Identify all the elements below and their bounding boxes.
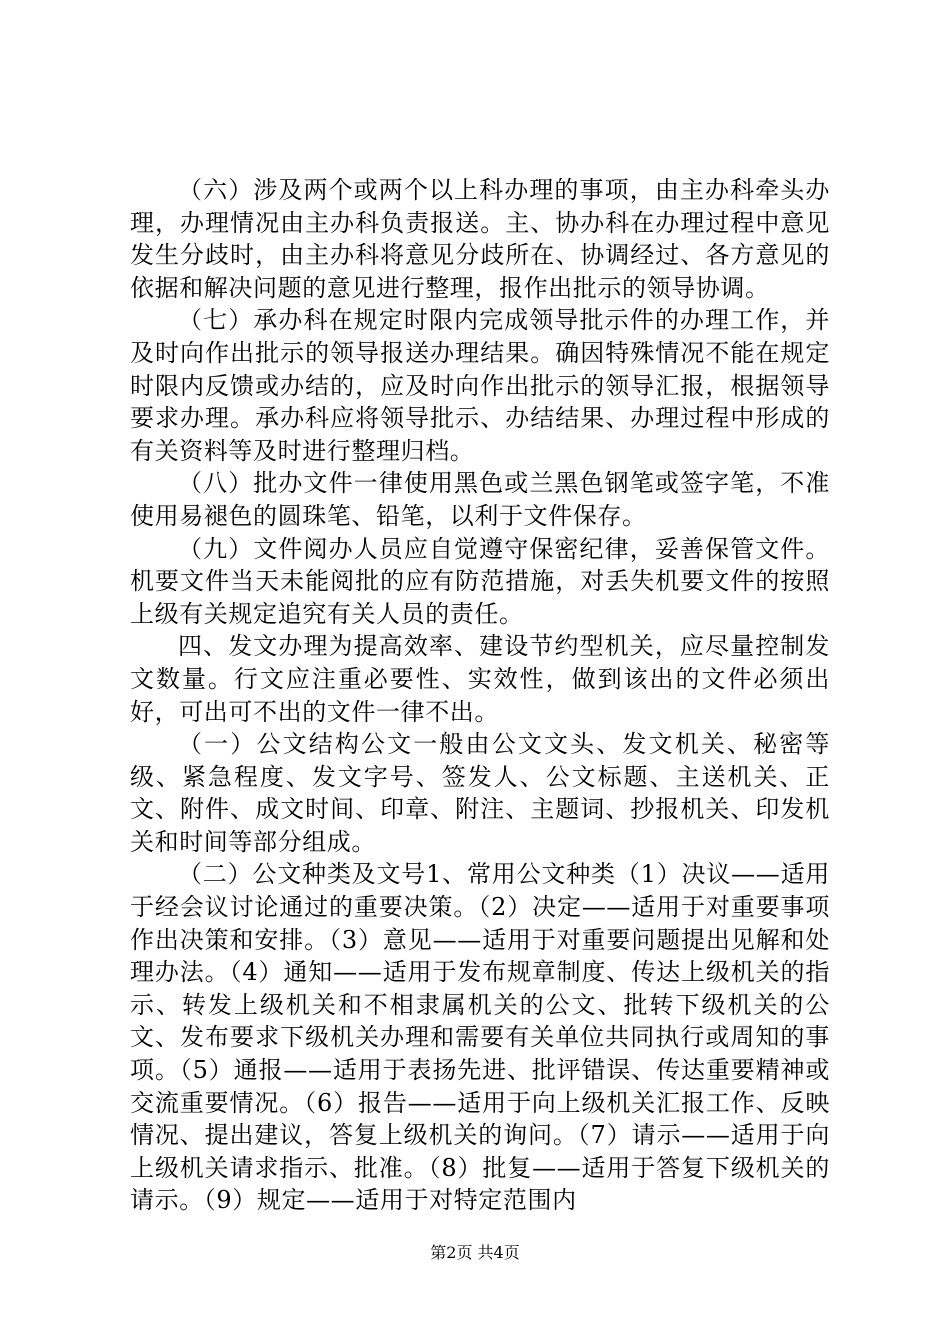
section-4-heading-paragraph: 四、发文办理为提高效率、建设节约型机关，应尽量控制发文数量。行文应注重必要性、实效性，做到该出的文件必须出好，可出可不出的文件一律不出。: [130, 632, 830, 726]
paragraph-types: （二）公文种类及文号1、常用公文种类（1）决议——适用于经会议讨论通过的重要决策。（2）决定——适用于对重要事项作出决策和安排。（3）意见——适用于对重要问题提出见解和处理办法。（4）通知——适用于发布规章制度、传达上级机关的指示、转发上级机关和不相隶属机关的公文、批转下级机关的公文、发布要求下级机关办理和需要有关单位共同执行或周知的事项。（5）通报——适用于表扬先进、批评错误、传达重要精神或交流重要情况。（6）报告——适用于向上级机关汇报工作、反映情况、提出建议，答复上级机关的询问。（7）请示——适用于向上级机关请求指示、批准。（8）批复——适用于答复下级机关的请示。（9）规定——适用于对特定范围内: [130, 860, 830, 1215]
document-body: [130, 174, 830, 1217]
paragraph-structure: （一）公文结构公文一般由公文文头、发文机关、秘密等级、紧急程度、发文字号、签发人、公文标题、主送机关、正文、附件、成文时间、印章、附注、主题词、抄报机关、印发机关和时间等部分组成。: [130, 730, 830, 856]
paragraph-9: （九）文件阅办人员应自觉遵守保密纪律，妥善保管文件。机要文件当天未能阅批的应有防范措施，对丢失机要文件的按照上级有关规定追究有关人员的责任。: [130, 534, 830, 628]
paragraph-6: （六）涉及两个或两个以上科办理的事项，由主办科牵头办理，办理情况由主办科负责报送。主、协办科在办理过程中意见发生分歧时，由主办科将意见分歧所在、协调经过、各方意见的依据和解决问题的意见进行整理，报作出批示的领导协调。: [130, 176, 830, 302]
paragraph-8: （八）批办文件一律使用黑色或兰黑色钢笔或签字笔，不准使用易褪色的圆珠笔、铅笔，以利于文件保存。: [130, 469, 830, 530]
paragraph-7: （七）承办科在规定时限内完成领导批示件的办理工作，并及时向作出批示的领导报送办理结果。确因特殊情况不能在规定时限内反馈或办结的，应及时向作出批示的领导汇报，根据领导要求办理。承办科应将领导批示、办结结果、办理过程中形成的有关资料等及时进行整理归档。: [130, 306, 830, 465]
page-footer: 第2页 共4页: [430, 1243, 520, 1262]
